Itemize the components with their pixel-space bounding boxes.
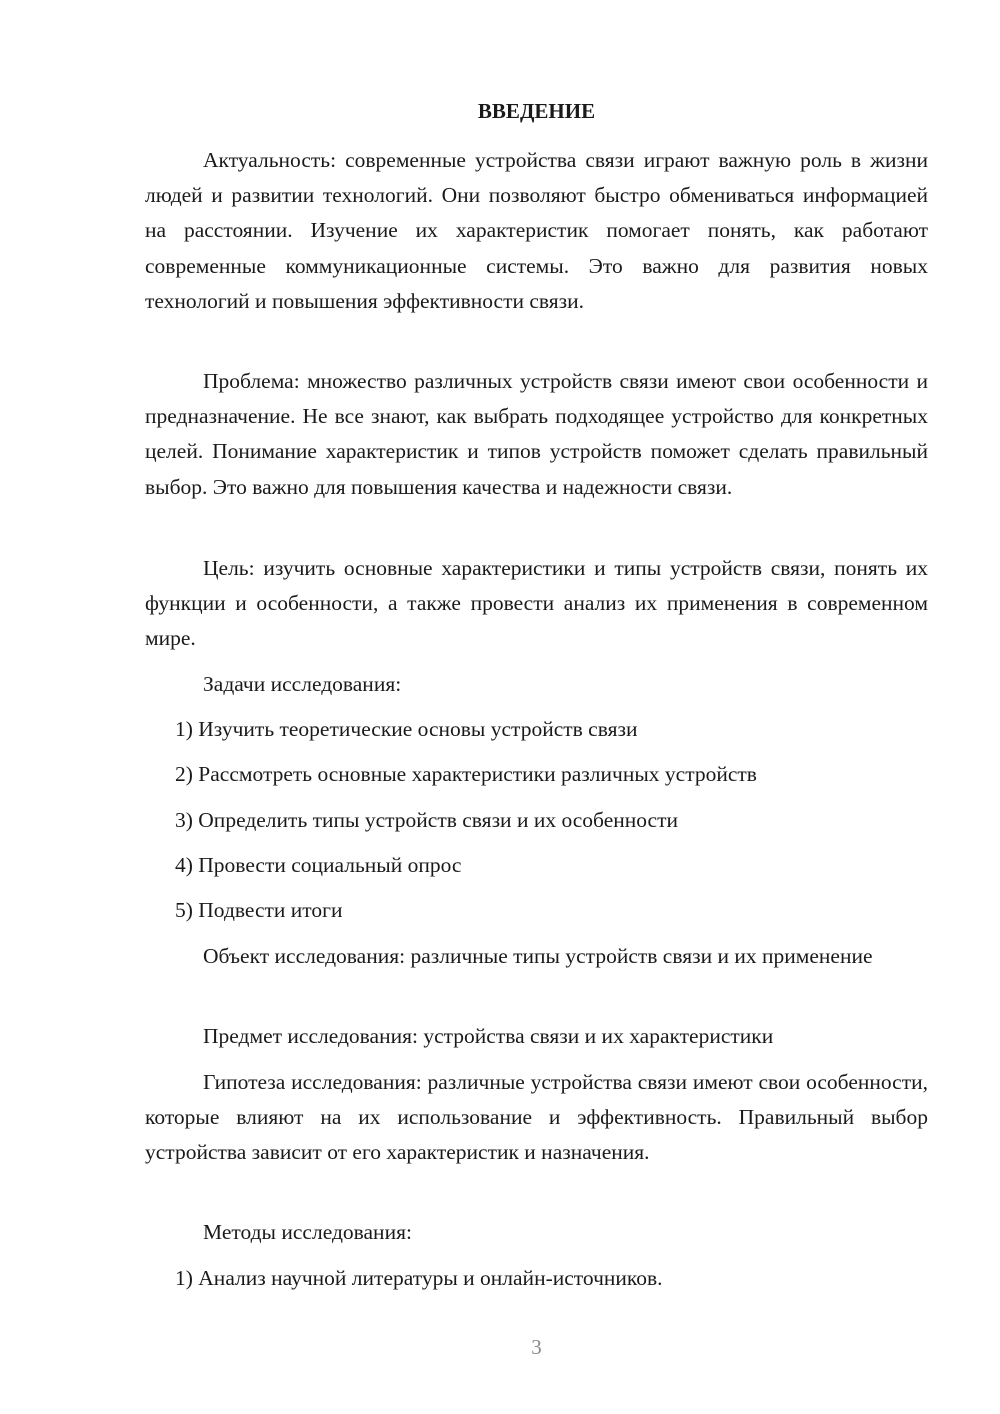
paragraph-relevance: Актуальность: современные устройства связи играют важную роль в жизни людей и развитии технологий. Они позволяют быстро обмениваться информацией на расстоянии. Изучение их характеристик помогает понять, как работают современные коммуникационные системы. Это важно для развития новых технологий и повышения эффективности связи. <box>145 148 928 313</box>
task-item: 1) Изучить теоретические основы устройств связи <box>175 717 638 741</box>
paragraph-hypothesis: Гипотеза исследования: различные устройства связи имеют свои особенности, которые влияют на их использование и эффективность. Правильный выбор устройства зависит от его характеристик и назначения. <box>145 1070 928 1165</box>
paragraph-object: Объект исследования: различные типы устройств связи и их применение <box>203 944 873 968</box>
methods-heading: Методы исследования: <box>203 1220 412 1244</box>
page-number: 3 <box>531 1335 542 1359</box>
method-item: 1) Анализ научной литературы и онлайн-источников. <box>175 1266 663 1290</box>
section-title: ВВЕДЕНИЕ <box>477 99 596 123</box>
tasks-heading: Задачи исследования: <box>203 672 402 696</box>
paragraph-goal: Цель: изучить основные характеристики и типы устройств связи, понять их функции и особенности, а также провести анализ их применения в современном мире. <box>145 556 928 651</box>
task-item: 4) Провести социальный опрос <box>175 853 462 877</box>
task-item: 2) Рассмотреть основные характеристики различных устройств <box>175 762 757 786</box>
task-item: 3) Определить типы устройств связи и их особенности <box>175 808 678 832</box>
task-item: 5) Подвести итоги <box>175 898 343 922</box>
paragraph-subject: Предмет исследования: устройства связи и их характеристики <box>203 1024 774 1048</box>
document-page <box>145 0 928 1414</box>
paragraph-problem: Проблема: множество различных устройств связи имеют свои особенности и предназначение. Не все знают, как выбрать подходящее устройство для конкретных целей. Понимание характеристик и типов устройств поможет сделать правильный выбор. Это важно для повышения качества и надежности связи. <box>145 369 928 499</box>
